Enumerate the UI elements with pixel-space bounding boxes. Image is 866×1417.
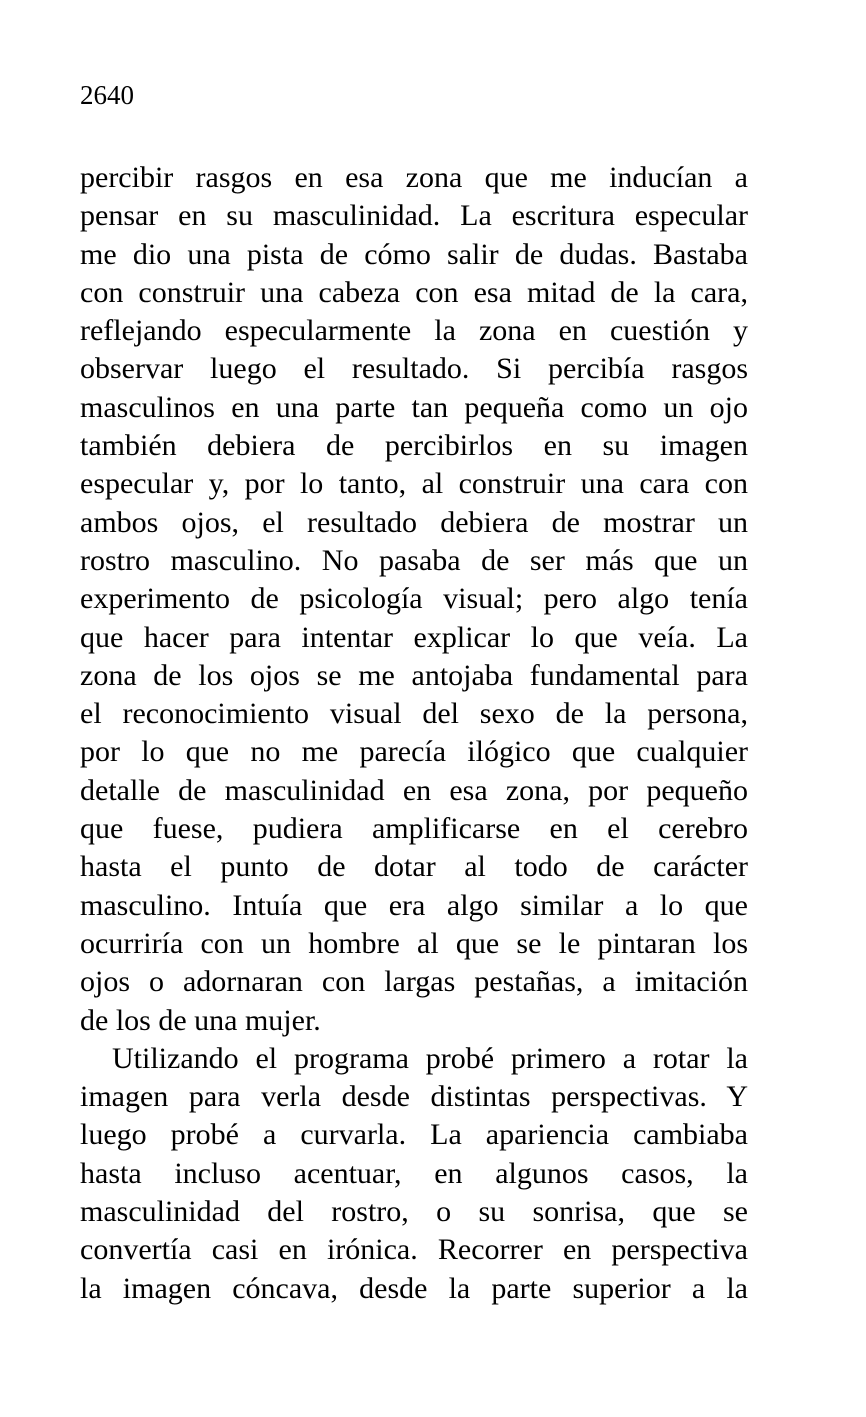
text-line: me dio una pista de cómo salir de dudas. Bastaba [80,237,748,271]
text-line: ojos o adornaran con largas pestañas, a imitación [80,965,748,999]
text-line: especular y, por lo tanto, al construir una cara con [80,467,748,501]
text-line: hasta incluso acentuar, en algunos casos, la [80,1156,748,1190]
text-line: luego probé a curvarla. La apariencia cambiaba [80,1118,748,1152]
text-line: masculino. Intuía que era algo similar a lo que [80,888,748,922]
paragraph-2 [80,1040,748,1308]
text-line: hasta el punto de dotar al todo de carácter [80,850,748,884]
text-line: experimento de psicología visual; pero algo tenía [80,582,748,616]
page-number: 2640 [80,80,134,110]
text-line: masculinos en una parte tan pequeña como un ojo [80,390,748,424]
text-line: que fuese, pudiera amplificarse en el cerebro [80,812,748,846]
text-line: rostro masculino. No pasaba de ser más que un [80,543,748,577]
text-line: con construir una cabeza con esa mitad de la cara, [80,275,748,309]
paragraph-1 [80,159,748,1040]
text-line: por lo que no me parecía ilógico que cualquier [80,735,748,769]
text-line: reflejando especularmente la zona en cuestión y [80,314,748,348]
text-line: zona de los ojos se me antojaba fundamental para [80,658,748,692]
text-line: convertía casi en irónica. Recorrer en perspectiva [80,1233,748,1267]
text-line: detalle de masculinidad en esa zona, por pequeño [80,773,748,807]
text-line: también debiera de percibirlos en su imagen [80,429,748,463]
text-line: que hacer para intentar explicar lo que veía. La [80,620,748,654]
text-line: observar luego el resultado. Si percibía rasgos [80,352,748,386]
text-line: percibir rasgos en esa zona que me inducían a [80,161,748,194]
body-text [80,159,748,1308]
text-line: Utilizando el programa probé primero a rotar la [112,1041,748,1075]
text-line: el reconocimiento visual del sexo de la persona, [80,697,748,731]
text-line: pensar en su masculinidad. La escritura especular [80,199,748,233]
text-line: ambos ojos, el resultado debiera de mostrar un [80,505,748,539]
text-line: masculinidad del rostro, o su sonrisa, que se [80,1195,748,1229]
text-line: ocurriría con un hombre al que se le pintaran los [80,926,748,960]
text-line: imagen para verla desde distintas perspectivas. Y [80,1080,748,1114]
text-line: la imagen cóncava, desde la parte superior a la [80,1271,748,1305]
text-line: de los de una mujer. [80,1003,321,1037]
